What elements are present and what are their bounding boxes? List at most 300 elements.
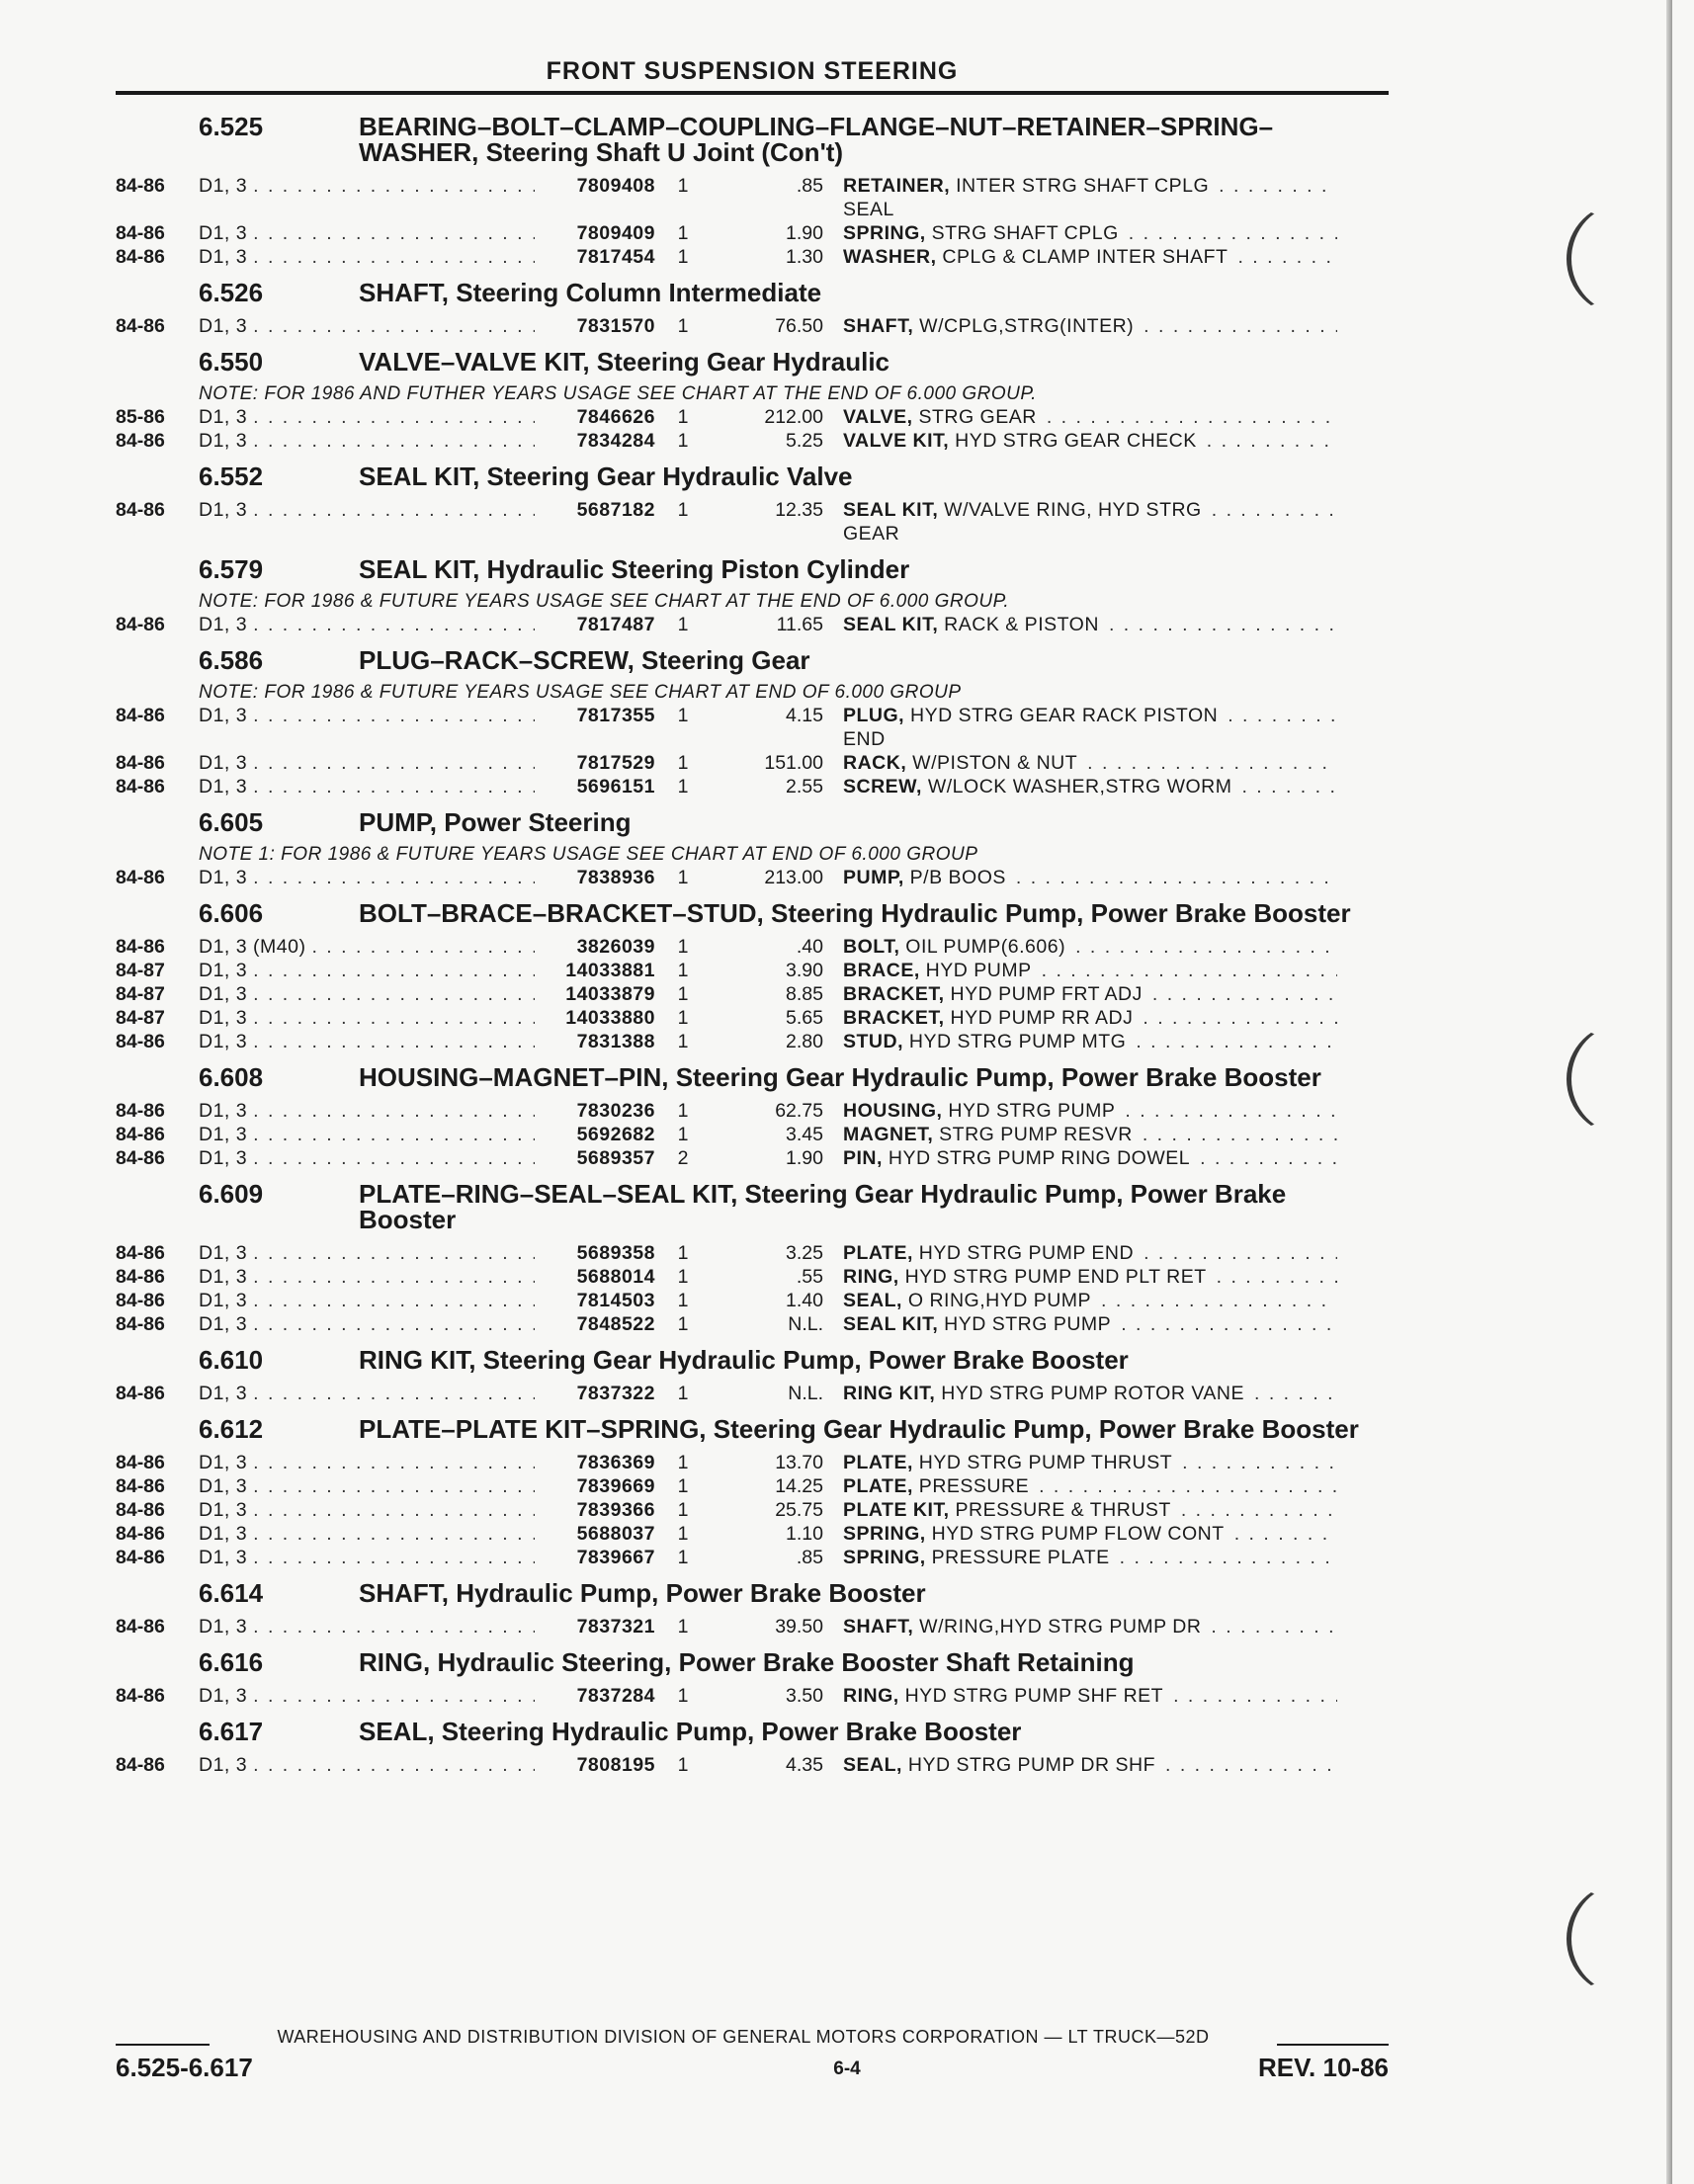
page-title: FRONT SUSPENSION STEERING	[546, 57, 959, 85]
description-cell	[843, 1684, 1337, 1708]
model-years: 84-86	[116, 1616, 165, 1638]
part-number: 5688014	[576, 1266, 655, 1288]
description-detail: HYD PUMP RR ADJ	[944, 1007, 1134, 1029]
dot-leader	[1143, 1006, 1337, 1030]
description-keyword: RING KIT,	[843, 1383, 936, 1404]
description-detail: P/B BOOS	[903, 867, 1006, 888]
description-keyword: SPRING,	[843, 1523, 926, 1545]
part-row	[116, 1382, 1389, 1405]
model-years: 84-87	[116, 983, 165, 1005]
section-title: SHAFT, Steering Column Intermediate	[359, 278, 822, 307]
model-years: 84-86	[116, 1547, 165, 1568]
series-code: D1, 3	[199, 752, 248, 774]
part-number: 7817487	[576, 614, 655, 635]
description-cell	[843, 1289, 1337, 1312]
series-cell	[199, 1382, 535, 1405]
quantity: 2	[677, 1147, 689, 1169]
description-cell	[843, 1474, 1337, 1498]
description-detail: W/CPLG,STRG(INTER)	[913, 315, 1135, 337]
description-keyword: RING,	[843, 1685, 899, 1707]
description-cell	[843, 1522, 1337, 1546]
quantity: 1	[677, 983, 689, 1005]
dot-leader	[1212, 498, 1337, 546]
part-row	[116, 1289, 1389, 1312]
section-number: 6.526	[199, 278, 264, 307]
dot-leader	[253, 866, 535, 889]
footer-organization: WAREHOUSING AND DISTRIBUTION DIVISION OF GENERAL MOTORS CORPORATION — LT TRUCK—52D	[277, 2027, 1210, 2047]
description-cell	[843, 982, 1337, 1006]
series-code: D1, 3	[199, 1383, 248, 1404]
description-text	[843, 704, 1218, 751]
series-cell	[199, 1451, 535, 1474]
description-detail: HYD STRG PUMP SHF RET	[898, 1685, 1164, 1707]
section-note: NOTE: FOR 1986 & FUTURE YEARS USAGE SEE CHART AT END OF 6.000 GROUP	[199, 682, 962, 703]
dot-leader	[1241, 775, 1337, 798]
description-text	[843, 1312, 1111, 1336]
description-detail: HYD STRG PUMP	[938, 1313, 1112, 1335]
dot-leader	[253, 1099, 535, 1123]
description-text	[843, 935, 1065, 959]
section-number: 6.552	[199, 462, 264, 491]
description-keyword: SHAFT,	[843, 1616, 914, 1638]
footer-rule-right	[1277, 2044, 1389, 2046]
description-detail: HYD STRG PUMP MTG	[903, 1031, 1127, 1052]
model-years: 84-86	[116, 1499, 165, 1521]
description-cell	[843, 1546, 1337, 1569]
description-detail: PRESSURE & THRUST	[949, 1499, 1171, 1521]
price: 151.00	[764, 752, 823, 774]
part-number: 5696151	[576, 776, 655, 798]
page-edge	[1666, 0, 1672, 2184]
price: 11.65	[776, 614, 823, 635]
price: 3.45	[786, 1124, 823, 1145]
model-years: 84-86	[116, 222, 165, 244]
description-cell	[843, 959, 1337, 982]
description-detail: HYD STRG GEAR RACK PISTON END	[843, 705, 1219, 750]
description-text	[843, 1684, 1163, 1708]
quantity: 1	[677, 936, 689, 958]
quantity: 1	[677, 1100, 689, 1122]
part-number: 5689357	[576, 1147, 655, 1169]
section-number: 6.579	[199, 554, 264, 584]
description-keyword: SHAFT,	[843, 315, 914, 337]
part-row	[116, 1146, 1389, 1170]
footer-rule-left	[116, 2044, 210, 2046]
description-text	[843, 174, 1209, 221]
description-text	[843, 1615, 1201, 1638]
part-number: 7809408	[576, 175, 655, 197]
description-detail: HYD STRG PUMP	[942, 1100, 1116, 1122]
description-detail: CPLG & CLAMP INTER SHAFT	[936, 246, 1228, 268]
model-years: 84-86	[116, 1290, 165, 1311]
part-number: 7817529	[576, 752, 655, 774]
description-text	[843, 866, 1006, 889]
section-title: PLATE–RING–SEAL–SEAL KIT, Steering Gear Hydraulic Pump, Power Brake Booster	[359, 1179, 1287, 1234]
description-cell	[843, 704, 1337, 751]
description-cell	[843, 174, 1337, 221]
part-number: 5687182	[576, 499, 655, 521]
series-cell	[199, 174, 535, 198]
description-keyword: MAGNET,	[843, 1124, 934, 1145]
section-title: BOLT–BRACE–BRACKET–STUD, Steering Hydraulic Pump, Power Brake Booster	[359, 898, 1351, 928]
description-text	[843, 1146, 1190, 1170]
section-note: NOTE: FOR 1986 AND FUTHER YEARS USAGE SEE CHART AT THE END OF 6.000 GROUP.	[199, 383, 1037, 404]
series-code: D1, 3	[199, 1242, 248, 1264]
part-row	[116, 405, 1389, 429]
price: 3.90	[786, 960, 823, 981]
series-code: D1, 3	[199, 315, 248, 337]
dot-leader	[253, 1474, 535, 1498]
price: 25.75	[775, 1499, 823, 1521]
price: 39.50	[775, 1616, 823, 1638]
section-number: 6.614	[199, 1578, 264, 1608]
parts-catalog	[116, 111, 1389, 1785]
series-cell	[199, 959, 535, 982]
quantity: 1	[677, 1475, 689, 1497]
quantity: 1	[677, 430, 689, 452]
description-text	[843, 429, 1197, 453]
dot-leader	[1125, 1099, 1337, 1123]
description-cell	[843, 245, 1337, 269]
description-keyword: STUD,	[843, 1031, 903, 1052]
quantity: 1	[677, 246, 689, 268]
series-code: D1, 3	[199, 1685, 248, 1707]
catalog-section	[116, 1061, 1389, 1170]
dot-leader	[1136, 1030, 1337, 1053]
dot-leader	[253, 1265, 535, 1289]
dot-leader	[253, 1451, 535, 1474]
catalog-section	[116, 1716, 1389, 1777]
dot-leader	[1143, 1241, 1337, 1265]
section-number: 6.605	[199, 807, 264, 837]
section-heading	[116, 1061, 1389, 1099]
series-cell	[199, 704, 535, 727]
dot-leader	[253, 1615, 535, 1638]
section-number: 6.612	[199, 1414, 264, 1444]
description-keyword: PIN,	[843, 1147, 883, 1169]
description-text	[843, 1753, 1155, 1777]
dot-leader	[253, 174, 535, 198]
description-detail: W/VALVE RING, HYD STRG GEAR	[843, 499, 1202, 545]
catalog-section	[116, 806, 1389, 889]
part-row	[116, 1546, 1389, 1569]
quantity: 1	[677, 499, 689, 521]
section-number: 6.606	[199, 898, 264, 928]
part-row	[116, 1312, 1389, 1336]
description-keyword: PLATE,	[843, 1452, 913, 1473]
model-years: 84-86	[116, 936, 165, 958]
price: .55	[796, 1266, 823, 1288]
catalog-section	[116, 1646, 1389, 1708]
description-keyword: HOUSING,	[843, 1100, 943, 1122]
section-number: 6.550	[199, 347, 264, 377]
dot-leader	[253, 1123, 535, 1146]
description-detail: HYD STRG PUMP ROTOR VANE	[935, 1383, 1244, 1404]
dot-leader	[253, 959, 535, 982]
part-row	[116, 1474, 1389, 1498]
quantity: 1	[677, 1266, 689, 1288]
description-detail: O RING,HYD PUMP	[901, 1290, 1092, 1311]
series-cell	[199, 1684, 535, 1708]
section-title: PLATE–PLATE KIT–SPRING, Steering Gear Hydraulic Pump, Power Brake Booster	[359, 1414, 1359, 1444]
series-cell	[199, 1146, 535, 1170]
series-code: D1, 3	[199, 867, 248, 888]
dot-leader	[1217, 1265, 1337, 1289]
description-text	[843, 221, 1119, 245]
dot-leader	[1228, 704, 1337, 751]
price: 12.35	[775, 499, 823, 521]
description-text	[843, 1241, 1134, 1265]
description-cell	[843, 613, 1337, 636]
description-detail: HYD STRG PUMP FLOW CONT	[925, 1523, 1225, 1545]
series-cell	[199, 221, 535, 245]
part-row	[116, 1684, 1389, 1708]
catalog-section	[116, 1577, 1389, 1638]
dot-leader	[253, 245, 535, 269]
part-number: 5692682	[576, 1124, 655, 1145]
series-code: D1, 3	[199, 1313, 248, 1335]
price: 14.25	[775, 1475, 823, 1497]
description-cell	[843, 866, 1337, 889]
model-years: 84-86	[116, 1266, 165, 1288]
section-title: PUMP, Power Steering	[359, 807, 632, 837]
part-number: 7831570	[576, 315, 655, 337]
description-detail: RACK & PISTON	[938, 614, 1099, 635]
model-years: 84-86	[116, 1031, 165, 1052]
quantity: 1	[677, 1616, 689, 1638]
quantity: 1	[677, 175, 689, 197]
section-number: 6.610	[199, 1345, 264, 1375]
part-row	[116, 1099, 1389, 1123]
description-text	[843, 751, 1077, 775]
quantity: 1	[677, 1499, 689, 1521]
description-keyword: SEAL KIT,	[843, 1313, 939, 1335]
description-text	[843, 1522, 1225, 1546]
quantity: 1	[677, 315, 689, 337]
part-row	[116, 245, 1389, 269]
dot-leader	[253, 498, 535, 522]
description-keyword: PLATE,	[843, 1475, 913, 1497]
model-years: 84-86	[116, 315, 165, 337]
catalog-section	[116, 1344, 1389, 1405]
part-row	[116, 613, 1389, 636]
price: 5.65	[786, 1007, 823, 1029]
dot-leader	[253, 1241, 535, 1265]
dot-leader	[1207, 429, 1337, 453]
dot-leader	[1254, 1382, 1337, 1405]
dot-leader	[1182, 1451, 1337, 1474]
quantity: 1	[677, 1124, 689, 1145]
dot-leader	[1143, 314, 1337, 338]
section-heading	[116, 1577, 1389, 1615]
quantity: 1	[677, 1452, 689, 1473]
series-code: D1, 3 (M40)	[199, 936, 306, 958]
series-code: D1, 3	[199, 1290, 248, 1311]
part-number: 7809409	[576, 222, 655, 244]
series-code: D1, 3	[199, 1124, 248, 1145]
dot-leader	[311, 935, 535, 959]
description-detail: HYD STRG PUMP END	[912, 1242, 1135, 1264]
part-row	[116, 314, 1389, 338]
section-title: SEAL KIT, Steering Gear Hydraulic Valve	[359, 462, 853, 491]
series-cell	[199, 1099, 535, 1123]
price: 1.90	[786, 222, 823, 244]
catalog-section	[116, 553, 1389, 636]
description-keyword: VALVE KIT,	[843, 430, 950, 452]
description-cell	[843, 429, 1337, 453]
series-code: D1, 3	[199, 1475, 248, 1497]
part-row	[116, 498, 1389, 546]
description-keyword: RETAINER,	[843, 175, 951, 197]
series-code: D1, 3	[199, 406, 248, 428]
section-heading	[116, 1646, 1389, 1684]
price: 1.10	[786, 1523, 823, 1545]
quantity: 1	[677, 406, 689, 428]
description-detail: W/PISTON & NUT	[906, 752, 1078, 774]
description-cell	[843, 221, 1337, 245]
dot-leader	[1211, 1615, 1337, 1638]
section-heading	[116, 897, 1389, 935]
series-cell	[199, 245, 535, 269]
description-text	[843, 1289, 1091, 1312]
description-keyword: SCREW,	[843, 776, 922, 798]
description-cell	[843, 1146, 1337, 1170]
dot-leader	[1075, 935, 1337, 959]
part-number: 3826039	[576, 936, 655, 958]
header-rule	[116, 91, 1389, 95]
section-title: PLUG–RACK–SCREW, Steering Gear	[359, 645, 810, 675]
description-cell	[843, 1753, 1337, 1777]
model-years: 84-86	[116, 1475, 165, 1497]
series-code: D1, 3	[199, 1616, 248, 1638]
description-cell	[843, 314, 1337, 338]
series-code: D1, 3	[199, 1754, 248, 1776]
part-number: 7836369	[576, 1452, 655, 1473]
series-cell	[199, 1753, 535, 1777]
dot-leader	[1173, 1684, 1337, 1708]
section-title: HOUSING–MAGNET–PIN, Steering Gear Hydraulic Pump, Power Brake Booster	[359, 1062, 1321, 1092]
quantity: 1	[677, 1523, 689, 1545]
description-keyword: PLUG,	[843, 705, 905, 726]
dot-leader	[253, 982, 535, 1006]
dot-leader	[1120, 1546, 1337, 1569]
description-detail: PRESSURE	[912, 1475, 1030, 1497]
dot-leader	[1152, 982, 1337, 1006]
description-detail: OIL PUMP(6.606)	[899, 936, 1066, 958]
price: 2.55	[786, 776, 823, 798]
description-cell	[843, 1451, 1337, 1474]
catalog-section	[116, 277, 1389, 338]
quantity: 1	[677, 222, 689, 244]
model-years: 84-86	[116, 1124, 165, 1145]
quantity: 1	[677, 1383, 689, 1404]
part-row	[116, 174, 1389, 221]
description-cell	[843, 1006, 1337, 1030]
price: .85	[796, 175, 823, 197]
part-number: 14033881	[565, 960, 655, 981]
dot-leader	[253, 1030, 535, 1053]
part-row	[116, 1006, 1389, 1030]
description-cell	[843, 405, 1337, 429]
description-keyword: SEAL KIT,	[843, 499, 939, 521]
description-keyword: SEAL,	[843, 1290, 902, 1311]
description-cell	[843, 1099, 1337, 1123]
section-title: RING, Hydraulic Steering, Power Brake Booster Shaft Retaining	[359, 1647, 1135, 1677]
description-text	[843, 498, 1202, 546]
part-row	[116, 1451, 1389, 1474]
description-detail: HYD STRG GEAR CHECK	[949, 430, 1197, 452]
series-cell	[199, 1030, 535, 1053]
series-cell	[199, 613, 535, 636]
dot-leader	[253, 1498, 535, 1522]
dot-leader	[1047, 405, 1337, 429]
part-number: 7831388	[576, 1031, 655, 1052]
catalog-section	[116, 461, 1389, 546]
series-code: D1, 3	[199, 1007, 248, 1029]
quantity: 1	[677, 1754, 689, 1776]
section-heading	[116, 644, 1389, 682]
series-code: D1, 3	[199, 1147, 248, 1169]
series-code: D1, 3	[199, 1031, 248, 1052]
description-keyword: PLATE KIT,	[843, 1499, 950, 1521]
series-cell	[199, 1241, 535, 1265]
section-note: NOTE: FOR 1986 & FUTURE YEARS USAGE SEE CHART AT THE END OF 6.000 GROUP.	[199, 591, 1010, 612]
description-text	[843, 1123, 1133, 1146]
description-detail: INTER STRG SHAFT CPLG SEAL	[843, 175, 1210, 220]
part-number: 7848522	[576, 1313, 655, 1335]
description-cell	[843, 1030, 1337, 1053]
part-number: 7834284	[576, 430, 655, 452]
quantity: 1	[677, 776, 689, 798]
description-detail: HYD PUMP	[919, 960, 1032, 981]
model-years: 84-86	[116, 246, 165, 268]
section-note: NOTE 1: FOR 1986 & FUTURE YEARS USAGE SEE CHART AT END OF 6.000 GROUP	[199, 844, 978, 865]
description-cell	[843, 498, 1337, 546]
model-years: 84-86	[116, 1754, 165, 1776]
dot-leader	[253, 704, 535, 727]
section-heading	[116, 1344, 1389, 1382]
part-row	[116, 775, 1389, 798]
dot-leader	[1121, 1312, 1337, 1336]
part-row	[116, 1615, 1389, 1638]
dot-leader	[253, 1006, 535, 1030]
binder-hole-bottom	[1567, 1883, 1641, 1995]
description-detail: STRG SHAFT CPLG	[925, 222, 1119, 244]
series-cell	[199, 405, 535, 429]
section-heading	[116, 806, 1389, 844]
model-years: 84-86	[116, 776, 165, 798]
quantity: 1	[677, 1313, 689, 1335]
description-keyword: VALVE,	[843, 406, 913, 428]
section-title: SEAL, Steering Hydraulic Pump, Power Brake Booster	[359, 1717, 1022, 1746]
description-cell	[843, 1265, 1337, 1289]
price: 76.50	[775, 315, 823, 337]
dot-leader	[253, 1289, 535, 1312]
description-detail: STRG GEAR	[912, 406, 1037, 428]
description-detail: STRG PUMP RESVR	[933, 1124, 1133, 1145]
description-cell	[843, 935, 1337, 959]
part-row	[116, 221, 1389, 245]
series-cell	[199, 429, 535, 453]
catalog-section	[116, 346, 1389, 453]
description-keyword: BOLT,	[843, 936, 900, 958]
description-keyword: SPRING,	[843, 222, 926, 244]
description-text	[843, 613, 1099, 636]
section-heading	[116, 1413, 1389, 1451]
price: 3.50	[786, 1685, 823, 1707]
price: 13.70	[775, 1452, 823, 1473]
dot-leader	[1200, 1146, 1337, 1170]
